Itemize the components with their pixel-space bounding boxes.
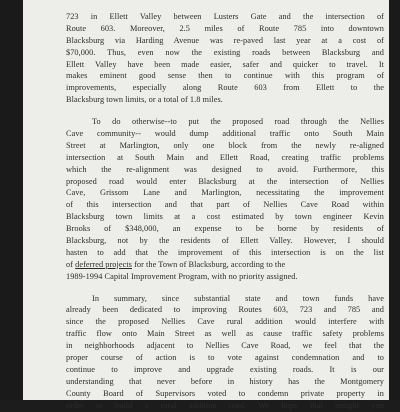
text-run: of bbox=[66, 259, 76, 269]
text-line: of this intersection and that part of Nellies Cave Road within bbox=[66, 200, 384, 210]
text-line: since the proposed Nellies Cave rural addition would interfere with bbox=[66, 317, 384, 327]
underlined-text: deferred projects bbox=[75, 259, 132, 269]
text-line: traffic flow onto Main Street as well as cause traffic safety problems bbox=[66, 329, 384, 339]
paragraph-2 bbox=[66, 116, 384, 282]
text-line: $70,000. Thus, even now the existing roads between Blacksburg and bbox=[66, 47, 384, 57]
text-line: Street at Marlington, only one block from the newly re-aligned bbox=[66, 140, 384, 150]
text-line: 723 in Ellett Valley between Lusters Gate and the intersection of bbox=[66, 12, 384, 21]
paragraph-3 bbox=[66, 293, 384, 412]
text-line: County Board of Supervisors voted to condemn private property in bbox=[66, 388, 384, 398]
text-line: Route 603. Moreover, 2.5 miles of Route 785 into downtown bbox=[66, 23, 384, 33]
text-line: intersection at South Main and Ellett Road, creating traffic problems bbox=[66, 152, 384, 162]
text-line-mixed bbox=[66, 259, 384, 271]
text-line: continue to improve and upgrade existing roads. It is our bbox=[66, 364, 384, 374]
text-line: improvements, especially along Route 603 from Ellett to the bbox=[66, 83, 384, 93]
text-line: makes eminent good sense then to continue with this program of bbox=[66, 71, 384, 81]
text-line: Blacksburg, not by the residents of Ellett Valley. However, I should bbox=[66, 236, 384, 246]
text-line: proper course of action is to vote against condemnation and to bbox=[66, 353, 384, 363]
text-line: in neighborhoods adjacent to Nellies Cave Road, we feel that the bbox=[66, 341, 384, 351]
text-line: Brooks of $348,000, an expense to be borne by residents of bbox=[66, 224, 384, 234]
document-page bbox=[23, 0, 389, 410]
text-line: Blacksburg town limits, or a total of 1.8 miles. bbox=[66, 95, 223, 105]
text-line: Ellett Valley have been made easier, safer and quicker to travel. It bbox=[66, 59, 384, 69]
text-line: which the re-alignment was designed to avoid. Furthermore, this bbox=[66, 164, 384, 174]
document-body bbox=[66, 11, 384, 412]
text-line: Cave community-- would dump additional traffic onto South Main bbox=[66, 129, 384, 139]
text-line: Blacksburg via Harding Avenue was re-paved last year at a cost of bbox=[66, 35, 384, 45]
text-line: understanding that never before in history has the Montgomery bbox=[66, 376, 384, 386]
text-line: 1989-1994 Capital Improvement Program, with no priority assigned. bbox=[66, 271, 298, 281]
text-line: order to build a rural addition road. We hope that tonight you bbox=[66, 400, 384, 410]
text-line: In summary, since substantial state and town funds have bbox=[92, 293, 384, 303]
text-line: proposed road would enter Blacksburg at the intersection of Nellies bbox=[66, 176, 384, 186]
text-line: already been dedicated to improving Routes 603, 723 and 785 and bbox=[66, 305, 384, 315]
text-line: Blacksburg town limits at a cost estimated by town engineer Kevin bbox=[66, 212, 384, 222]
paragraph-1 bbox=[66, 11, 384, 106]
text-line: hasten to add that the improvement of this intersection is on the list bbox=[66, 247, 384, 257]
text-run: for the Town of Blacksburg, according to the bbox=[131, 259, 286, 269]
text-line: Cave, Grissom Lane and Marlington, necessitating the improvement bbox=[66, 188, 384, 198]
text-line: To do otherwise--to put the proposed road through the Nellies bbox=[92, 117, 384, 127]
